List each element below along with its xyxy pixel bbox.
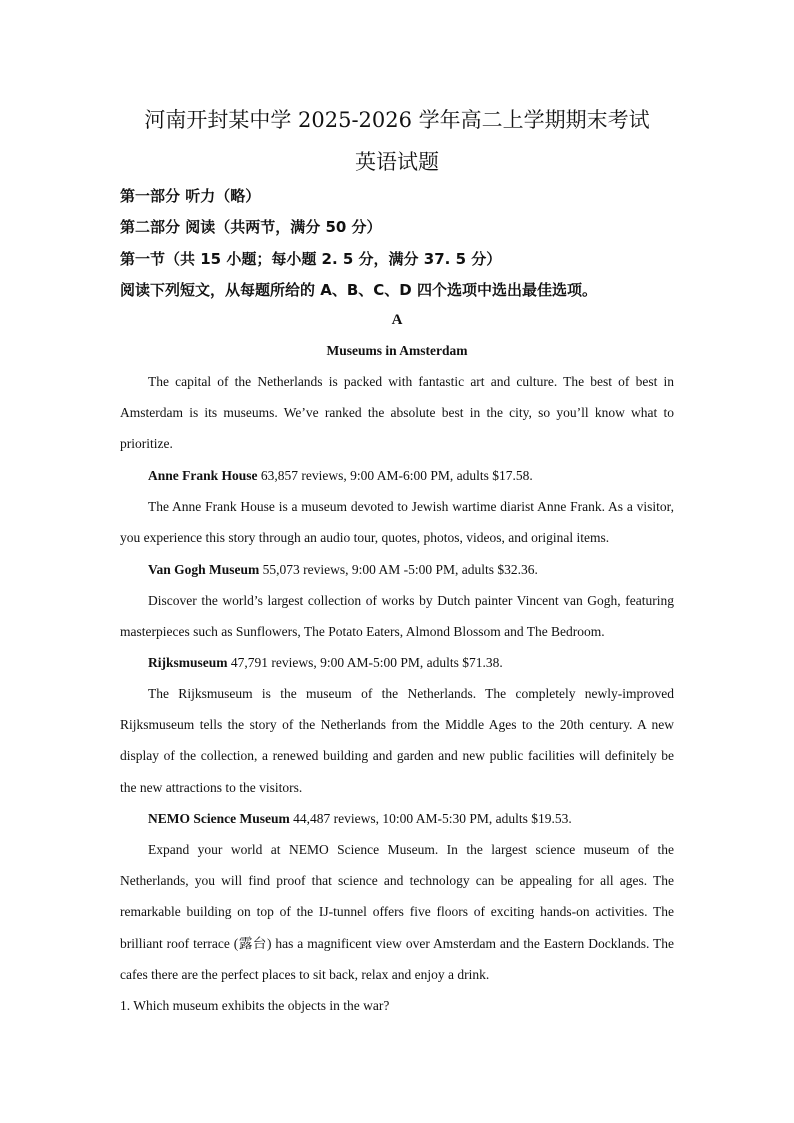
reading-instruction: 阅读下列短文，从每题所给的 A、B、C、D 四个选项中选出最佳选项。 <box>120 281 597 299</box>
museum-info: 55,073 reviews, 9:00 AM -5:00 PM, adults $32.36. <box>259 562 538 577</box>
museum-name: Anne Frank House <box>148 468 258 483</box>
museum-name: Rijksmuseum <box>148 655 228 670</box>
museum-info: 44,487 reviews, 10:00 AM-5:30 PM, adults $19.53. <box>289 811 572 826</box>
question-1: 1. Which museum exhibits the objects in the war? <box>120 998 390 1013</box>
museum-description-van-gogh: Discover the world’s largest collection of works by Dutch painter Vincent van Gogh, featuring masterpieces such as Sunflowers, The Potato Eaters, Almond Blossom and The Bedroom. <box>120 593 674 640</box>
museum-entry-nemo <box>148 811 572 827</box>
intro-paragraph: The capital of the Netherlands is packed with fantastic art and culture. The best of best in Amsterdam is its museums. We’ve ranked the absolute best in the city, so you’ll know what to prioritize. <box>120 374 674 452</box>
museum-name: NEMO Science Museum <box>148 811 290 826</box>
museum-name: Van Gogh Museum <box>148 562 260 577</box>
museum-entry-rijksmuseum <box>148 655 503 671</box>
part-one-heading: 第一部分 听力（略） <box>120 187 261 205</box>
museum-entry-anne-frank <box>148 468 533 484</box>
section-one-heading: 第一节（共 15 小题；每小题 2. 5 分，满分 37. 5 分） <box>120 250 502 268</box>
museum-description-anne-frank: The Anne Frank House is a museum devoted to Jewish wartime diarist Anne Frank. As a visitor, you experience this story through an audio tour, quotes, photos, videos, and original items. <box>120 499 674 546</box>
museum-description-rijksmuseum: The Rijksmuseum is the museum of the Netherlands. The completely newly-improved Rijksmuseum tells the story of the Netherlands from the Middle Ages to the 20th century. A new display of the collection, a renewed building and garden and new public facilities will definitely be the new attractions to the visitors. <box>120 686 674 795</box>
museum-info: 47,791 reviews, 9:00 AM-5:00 PM, adults $71.38. <box>227 655 503 670</box>
exam-subtitle: 英语试题 <box>355 150 439 174</box>
passage-title: Museums in Amsterdam <box>326 343 468 358</box>
exam-title: 河南开封某中学 2025-2026 学年高二上学期期末考试 <box>144 108 650 132</box>
museum-description-nemo: Expand your world at NEMO Science Museum. In the largest science museum of the Netherlands, you will find proof that science and technology can be appealing for all ages. The remarkable building on top of the IJ-tunnel offers five floors of exciting hands-on activities. The brilliant roof terrace (露台) has a magnificent view over Amsterdam and the Eastern Docklands. The cafes there are the perfect places to sit back, relax and enjoy a drink. <box>120 842 674 982</box>
passage-letter: A <box>391 312 403 328</box>
museum-info: 63,857 reviews, 9:00 AM-6:00 PM, adults $17.58. <box>257 468 533 483</box>
part-two-heading: 第二部分 阅读（共两节，满分 50 分） <box>120 218 382 236</box>
museum-entry-van-gogh <box>148 562 538 578</box>
